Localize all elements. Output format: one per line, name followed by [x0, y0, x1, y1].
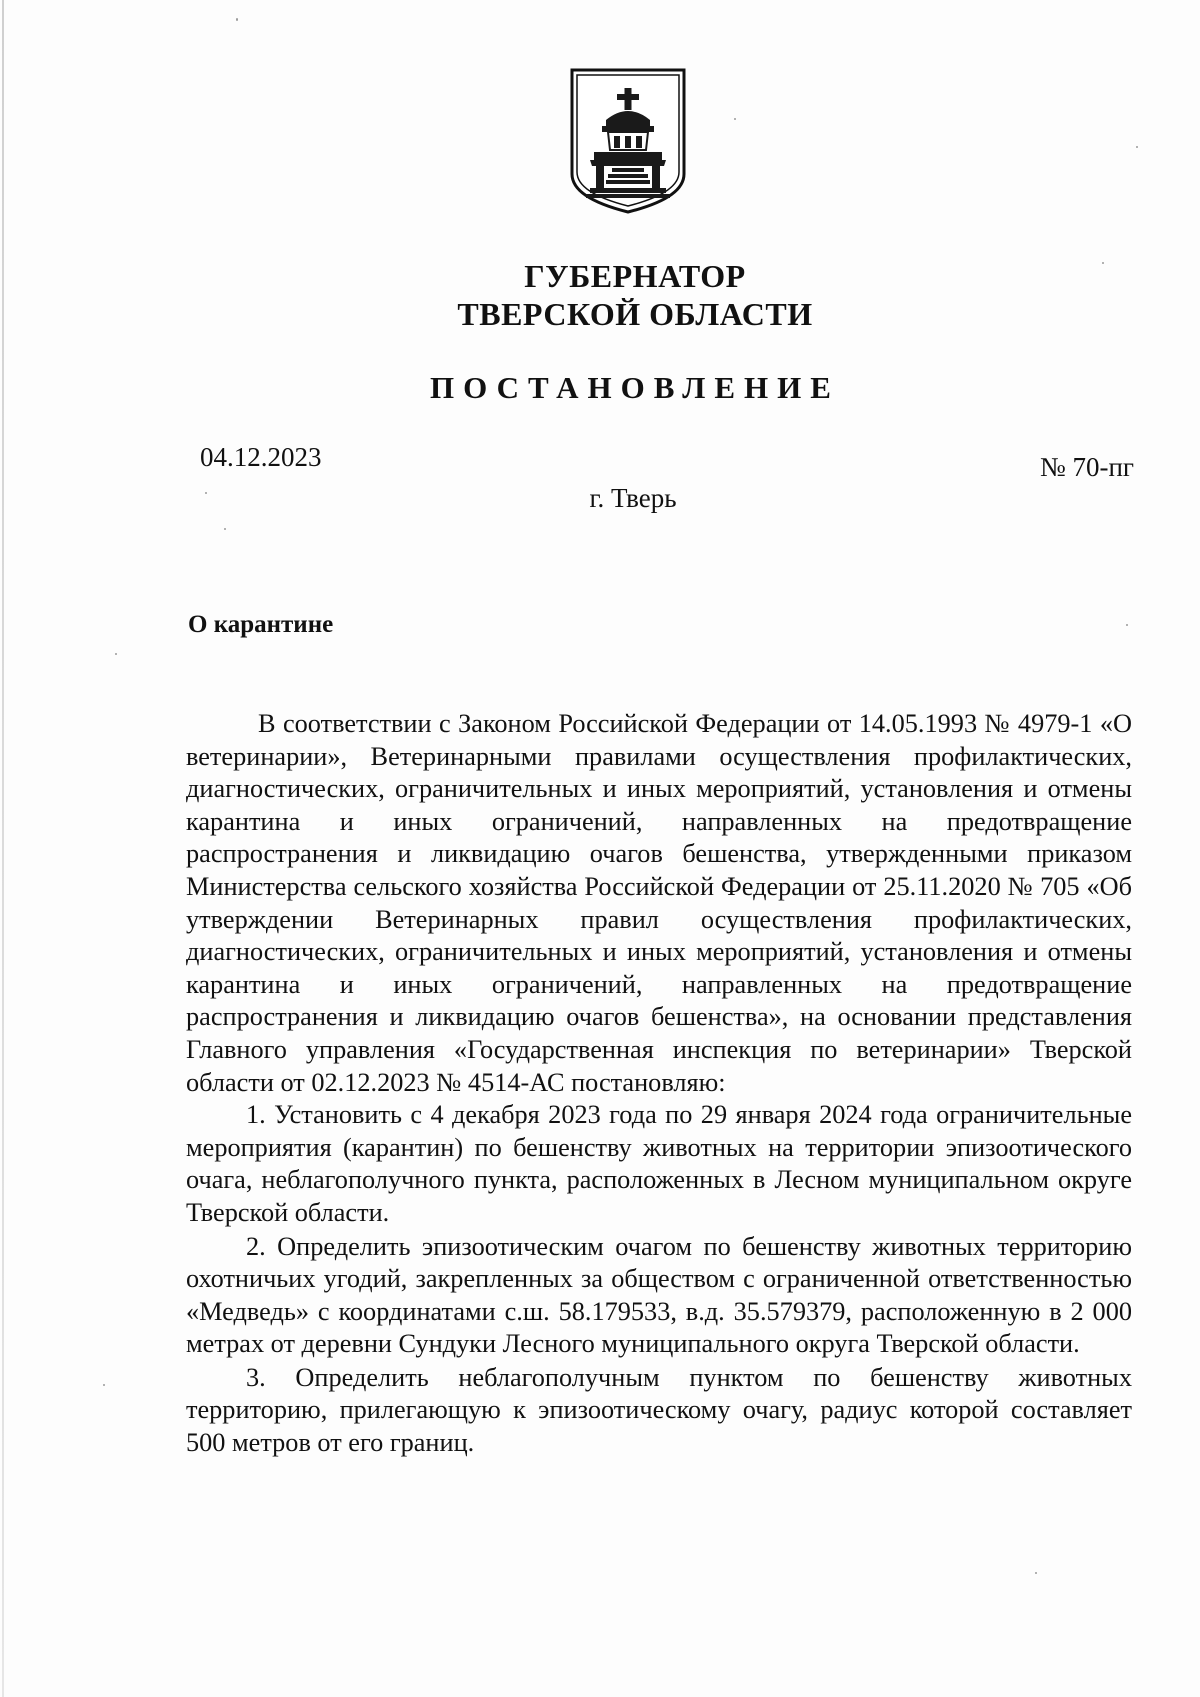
- scan-speck: [236, 18, 238, 21]
- clause-2: 2. Определить эпизоотическим очагом по бешенству животных территорию охотничьих угодий, закрепленных за обществом с ограниченной ответственностью «Медведь» с координатами с.ш. 58.179533, в.д. 35.579379, расположенную в 2 000 метрах от деревни Сундуки Лесного муниципального округа Тверской области.: [186, 1231, 1132, 1359]
- document-number: № 70-пг: [1039, 452, 1134, 482]
- scan-speck: [734, 118, 736, 120]
- scan-speck: [205, 492, 207, 494]
- tver-coat-of-arms-icon: [566, 66, 690, 216]
- document-body: [186, 708, 1132, 1460]
- document-city: г. Тверь: [589, 483, 677, 513]
- document-type: ПОСТАНОВЛЕНИЕ: [430, 370, 840, 405]
- scan-speck: [1102, 262, 1104, 264]
- scan-speck: [103, 1384, 105, 1386]
- clause-3: 3. Определить неблагополучным пунктом по бешенству животных территорию, прилегающую к эпизоотическому очагу, радиус которой составляет 500 метров от его границ.: [186, 1362, 1132, 1458]
- authority-title-line2: ТВЕРСКОЙ ОБЛАСТИ: [457, 296, 813, 332]
- authority-title-line1: ГУБЕРНАТОР: [524, 258, 746, 294]
- scan-speck: [224, 528, 226, 530]
- scan-edge: [2, 0, 4, 1697]
- scan-speck: [1035, 1572, 1037, 1574]
- document-subject: О карантине: [188, 611, 334, 638]
- scan-speck: [1126, 624, 1128, 626]
- preamble-paragraph: В соответствии с Законом Российской Федерации от 14.05.1993 № 4979-1 «О ветеринарии», Ветеринарными правилами осуществления профилактических, диагностических, ограничительных и иных мероприятий, установления и отмены карантина и иных ограничений, направленных на предотвращение распространения и ликвидацию очагов бешенства, утвержденными приказом Министерства сельского хозяйства Российской Федерации от 25.11.2020 № 705 «Об утверждении Ветеринарных правил осуществления профилактических, диагностических, ограничительных и иных мероприятий, установления и отмены карантина и иных ограничений, направленных на предотвращение распространения и ликвидацию очагов бешенства», на основании представления Главного управления «Государственная инспекция по ветеринарии» Тверской области от 02.12.2023 № 4514-АС постановляю:: [186, 709, 1132, 1097]
- scan-speck: [1136, 146, 1138, 148]
- scan-speck: [115, 653, 117, 655]
- document-date: 04.12.2023: [200, 442, 322, 472]
- clause-1: 1. Установить с 4 декабря 2023 года по 29 января 2024 года ограничительные мероприятия (карантин) по бешенству животных на территории эпизоотического очага, неблагополучного пункта, расположенных в Лесном муниципальном округе Тверской области.: [186, 1100, 1132, 1227]
